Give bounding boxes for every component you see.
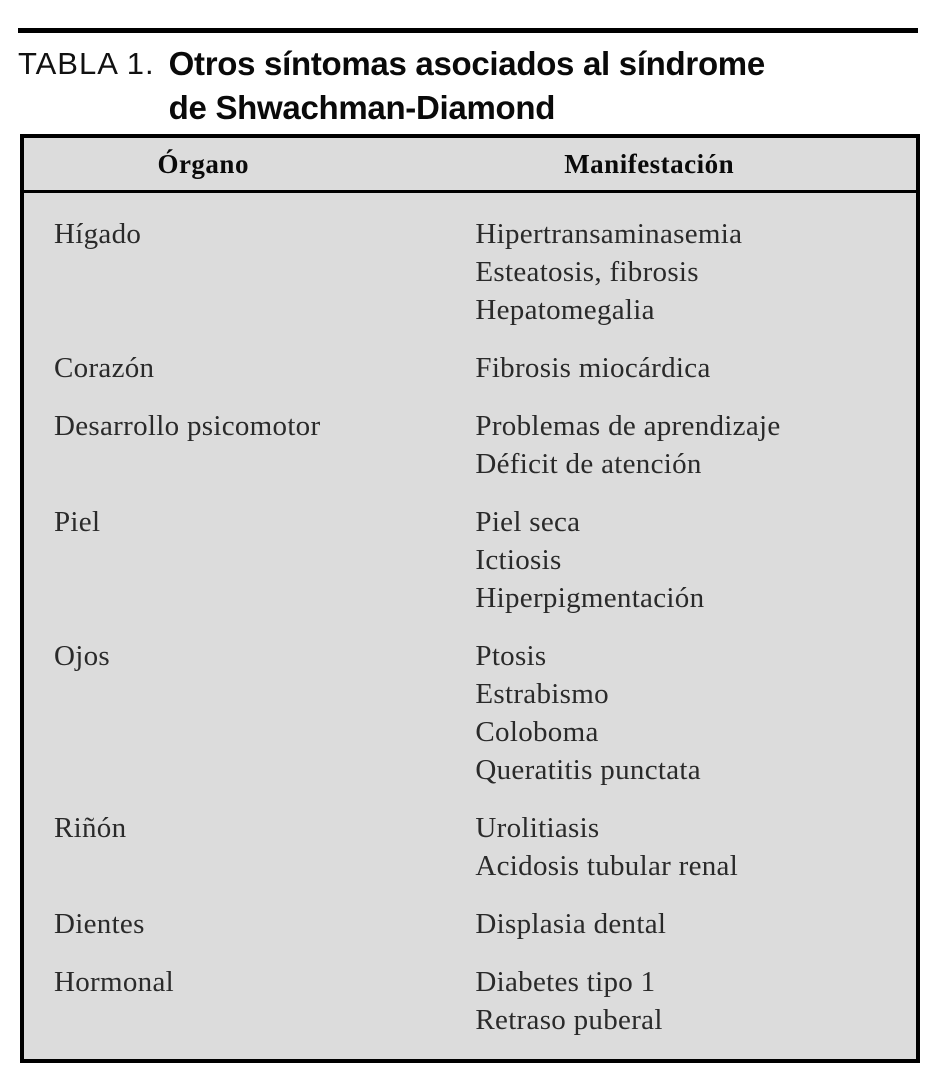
table-row bbox=[22, 349, 918, 407]
header-manifestacion: Manifestación bbox=[382, 136, 918, 192]
organ-cell: Riñón bbox=[54, 812, 127, 844]
manifestation-line: Displasia dental bbox=[475, 908, 667, 940]
manifestation-cell bbox=[382, 905, 918, 963]
manifestation-cell bbox=[382, 963, 918, 1061]
table-row bbox=[22, 809, 918, 905]
table-body bbox=[22, 192, 918, 1062]
manifestation-line: Urolitiasis bbox=[475, 812, 600, 844]
table-row bbox=[22, 407, 918, 503]
table-caption-title-line1: Otros síntomas asociados al síndrome bbox=[168, 45, 765, 82]
title-top-rule bbox=[18, 28, 918, 33]
table-caption-title-line2: de Shwachman-Diamond bbox=[168, 89, 556, 126]
table-row bbox=[22, 503, 918, 637]
manifestation-line: Problemas de aprendizaje bbox=[475, 410, 781, 442]
table-row bbox=[22, 963, 918, 1061]
organ-cell: Dientes bbox=[54, 908, 145, 940]
table-row bbox=[22, 192, 918, 350]
organ-cell: Piel bbox=[54, 506, 101, 538]
manifestation-line: Hipertransaminasemia bbox=[475, 218, 743, 250]
manifestation-line: Piel seca bbox=[475, 506, 581, 538]
table-caption-title bbox=[169, 42, 765, 130]
organ-cell: Hígado bbox=[54, 218, 142, 250]
manifestation-cell bbox=[382, 192, 918, 350]
organ-cell: Desarrollo psicomotor bbox=[54, 410, 321, 442]
manifestation-cell bbox=[382, 349, 918, 407]
manifestation-line: Queratitis punctata bbox=[475, 754, 701, 786]
manifestation-cell bbox=[382, 637, 918, 809]
organ-cell: Hormonal bbox=[54, 966, 174, 998]
manifestation-cell bbox=[382, 809, 918, 905]
table-caption-number: TABLA 1. bbox=[18, 46, 155, 81]
manifestation-line: Diabetes tipo 1 bbox=[475, 966, 656, 998]
manifestation-line: Fibrosis miocárdica bbox=[475, 352, 711, 384]
organ-cell: Corazón bbox=[54, 352, 155, 384]
manifestation-line: Hiperpigmentación bbox=[475, 582, 705, 614]
header-organo: Órgano bbox=[22, 136, 382, 192]
manifestation-cell bbox=[382, 407, 918, 503]
manifestation-line: Ptosis bbox=[475, 640, 547, 672]
manifestation-line: Esteatosis, fibrosis bbox=[475, 256, 699, 288]
manifestation-line: Acidosis tubular renal bbox=[475, 850, 739, 882]
manifestation-line: Déficit de atención bbox=[475, 448, 702, 480]
table-header-row bbox=[22, 136, 918, 192]
table-header bbox=[22, 136, 918, 192]
table-row bbox=[22, 637, 918, 809]
manifestation-line: Ictiosis bbox=[475, 544, 562, 576]
manifestation-cell bbox=[382, 503, 918, 637]
manifestation-line: Coloboma bbox=[475, 716, 599, 748]
manifestation-line: Retraso puberal bbox=[475, 1004, 663, 1036]
manifestation-line: Estrabismo bbox=[475, 678, 609, 710]
organ-cell: Ojos bbox=[54, 640, 110, 672]
symptoms-table bbox=[20, 134, 920, 1063]
manifestation-line: Hepatomegalia bbox=[475, 294, 655, 326]
table-caption bbox=[18, 42, 765, 130]
table-row bbox=[22, 905, 918, 963]
